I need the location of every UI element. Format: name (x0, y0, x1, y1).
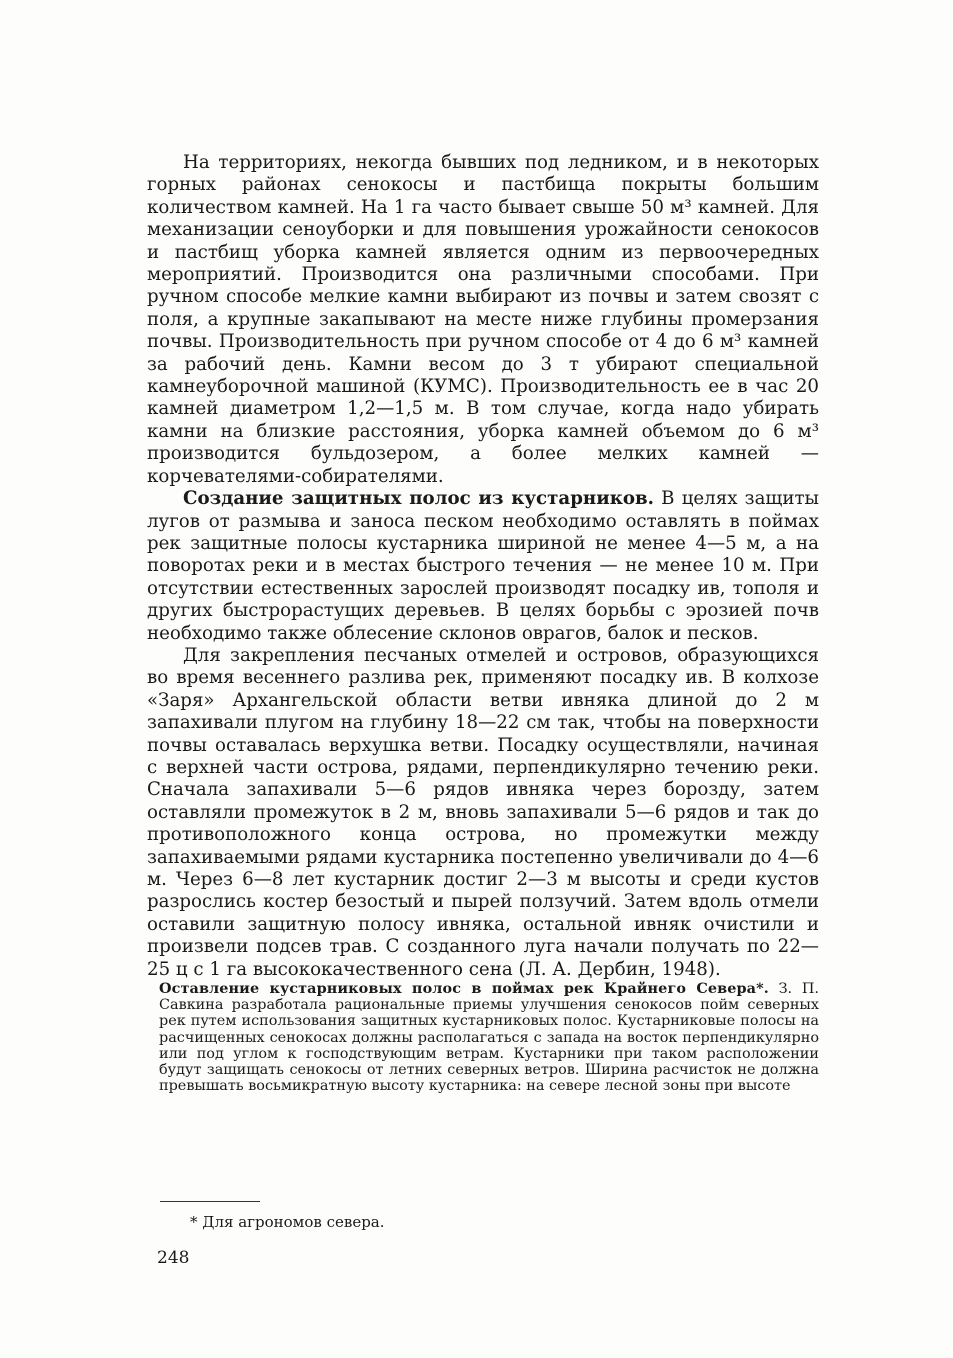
page-body (147, 152, 819, 1094)
footnote-divider (160, 1201, 260, 1202)
paragraph-protective-strips (147, 488, 819, 645)
section-heading-far-north: Оставление кустарниковых полос в поймах рек Крайнего Севера*. (159, 980, 769, 998)
paragraph-protective-strips-text: В целях защиты лугов от размыва и заноса песком необходимо оставлять в поймах рек защитные полосы кустарника шириной не менее 4—5 м, а на поворотах реки и в местах быстрого течения — не менее 10 м. При отсутствии естественных зарослей производят посадку ив, тополя и других быстрорастущих деревьев. В целях борьбы с эрозией почв необходимо также облесение склонов оврагов, балок и песков. (147, 488, 819, 644)
section-heading-protective-strips: Создание защитных полос из кустарников. (183, 488, 654, 510)
paragraph-sand-banks: Для закрепления песчаных отмелей и островов, образующихся во время весеннего разлива рек, применяют посадку ив. В колхозе «Заря» Архангельской области ветви ивняка длиной до 2 м запахивали плугом на глубину 18—22 см так, чтобы на поверхности почвы оставалась верхушка ветви. Посадку осуществляли, начиная с верхней части острова, рядами, перпендикулярно течению реки. Сначала запахивали 5—6 рядов ивняка через борозду, затем оставляли промежуток в 2 м, вновь запахивали 5—6 рядов и так до противоположного конца острова, но промежутки между запахиваемыми рядами кустарника постепенно увеличивали до 4—6 м. Через 6—8 лет кустарник достиг 2—3 м высоты и среди кустов разрослись костер безостый и пырей ползучий. Затем вдоль отмели оставили защитную полосу ивняка, остальной ивняк очистили и произвели подсев трав. С созданного луга начали получать по 22—25 ц с 1 га высококачественного сена (Л. А. Дербин, 1948). (147, 644, 819, 980)
footnote: * Для агрономов севера. (190, 1213, 385, 1231)
page-number: 248 (157, 1248, 190, 1268)
paragraph-far-north (147, 981, 819, 1094)
paragraph-stone-removal: На территориях, некогда бывших под ледником, и в некоторых горных районах сенокосы и пастбища покрыты большим количеством камней. На 1 га часто бывает свыше 50 м³ камней. Для механизации сеноуборки и для повышения урожайности сенокосов и пастбищ уборка камней является одним из первоочередных мероприятий. Производится она различными способами. При ручном способе мелкие камни выбирают из почвы и затем свозят с поля, а крупные закапывают на месте ниже глубины промерзания почвы. Производительность при ручном способе от 4 до 6 м³ камней за рабочий день. Камни весом до 3 т убирают специальной камнеуборочной машиной (КУМС). Производительность ее в час 20 камней диаметром 1,2—1,5 м. В том случае, когда надо убирать камни на близкие расстояния, уборка камней объемом до 6 м³ производится бульдозером, а более мелких камней — корчевателями-собирателями. (147, 152, 819, 487)
paragraph-far-north-text: З. П. Савкина разработала рациональные приемы улучшения сенокосов пойм северных рек путем использования защитных кустарниковых полос. Кустарниковые полосы на расчищенных сенокосах должны располагаться с запада на восток перпендикулярно или под углом к господствующим ветрам. Кустарники при таком расположении будут защищать сенокосы от летних северных ветров. Ширина расчисток не должна превышать восьмикратную высоту кустарника: на севере лесной зоны при высоте (159, 981, 819, 1095)
